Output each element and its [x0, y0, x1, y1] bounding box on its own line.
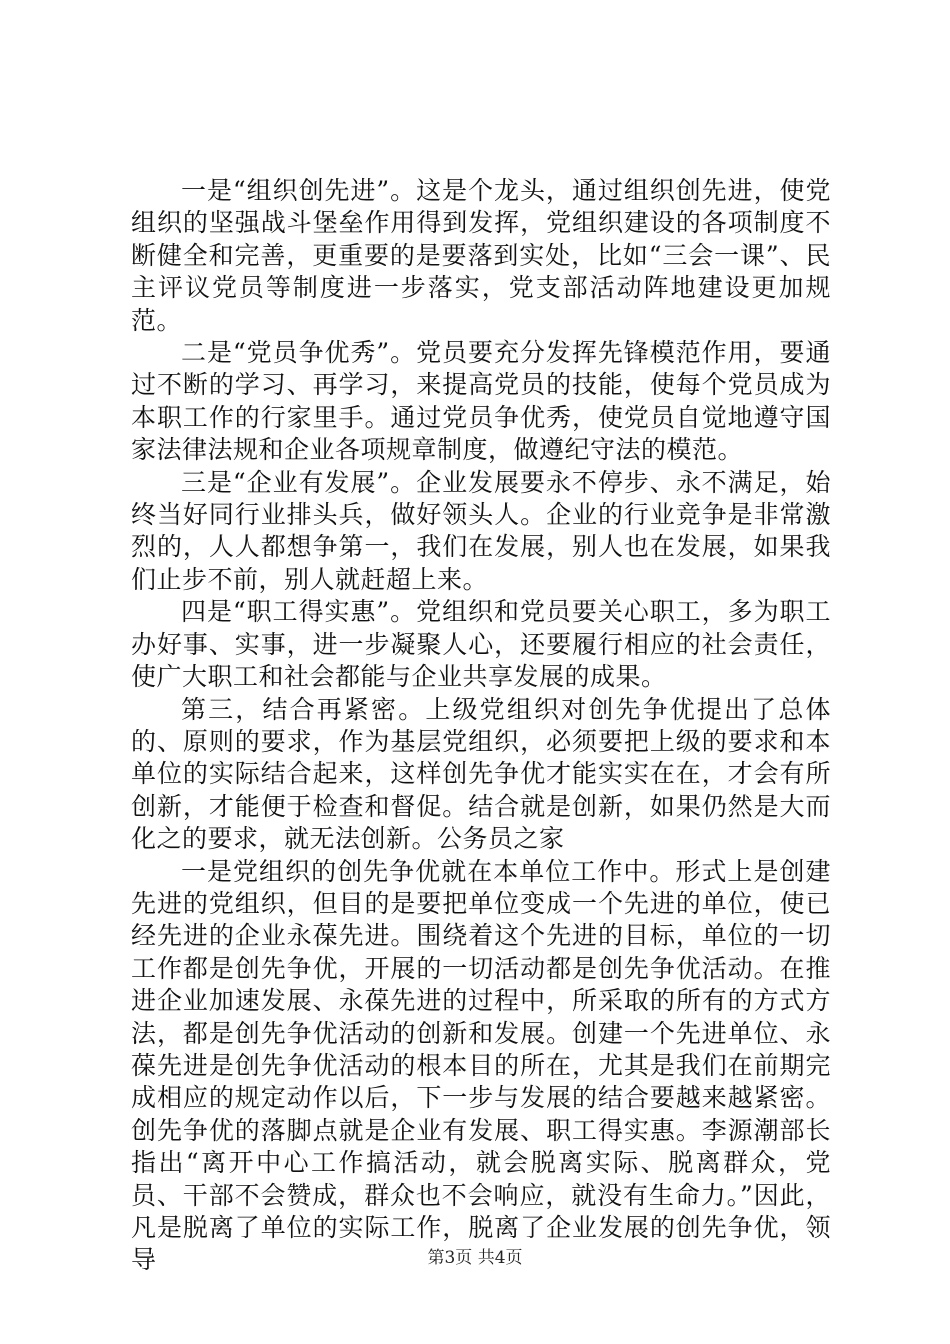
paragraph: 一是“组织创先进”。这是个龙头，通过组织创先进，使党组织的坚强战斗堡垒作用得到发挥，党组织建设的各项制度不断健全和完善，更重要的是要落到实处，比如“三会一课”、民主评议党员等制度进一步落实，党支部活动阵地建设更加规范。: [131, 176, 831, 335]
page-footer: 第3页 共4页: [427, 1248, 523, 1268]
paragraph: 二是“党员争优秀”。党员要充分发挥先锋模范作用，要通过不断的学习、再学习，来提高党员的技能，使每个党员成为本职工作的行家里手。通过党员争优秀，使党员自觉地遵守国家法律法规和企业各项规章制度，做遵纪守法的模范。: [131, 338, 831, 465]
paragraph: 第三，结合再紧密。上级党组织对创先争优提出了总体的、原则的要求，作为基层党组织，必须要把上级的要求和本单位的实际结合起来，这样创先争优才能实实在在，才会有所创新，才能便于检查和督促。结合就是创新，如果仍然是大而化之的要求，就无法创新。公务员之家: [131, 694, 831, 854]
paragraph: 一是党组织的创先争优就在本单位工作中。形式上是创建先进的党组织，但目的是要把单位变成一个先进的单位，使已经先进的企业永葆先进。围绕着这个先进的目标，单位的一切工作都是创先争优，开展的一切活动都是创先争优活动。在推进企业加速发展、永葆先进的过程中，所采取的所有的方式方法，都是创先争优活动的创新和发展。创建一个先进单位、永葆先进是创先争优活动的根本目的所在，尤其是我们在前期完成相应的规定动作以后，下一步与发展的结合要越来越紧密。创先争优的落脚点就是企业有发展、职工得实惠。李源潮部长指出“离开中心工作搞活动，就会脱离实际、脱离群众，党员、干部不会赞成，群众也不会响应，就没有生命力。”因此，凡是脱离了单位的实际工作，脱离了企业发展的创先争优，领导: [131, 856, 831, 1275]
body-text: [131, 175, 831, 1277]
paragraph: 四是“职工得实惠”。党组织和党员要关心职工，多为职工办好事、实事，进一步凝聚人心，还要履行相应的社会责任，使广大职工和社会都能与企业共享发展的成果。: [131, 597, 831, 692]
paragraph: 三是“企业有发展”。企业发展要永不停步、永不满足，始终当好同行业排头兵，做好领头人。企业的行业竞争是非常激烈的，人人都想争第一，我们在发展，别人也在发展，如果我们止步不前，别人就赶超上来。: [131, 467, 831, 594]
